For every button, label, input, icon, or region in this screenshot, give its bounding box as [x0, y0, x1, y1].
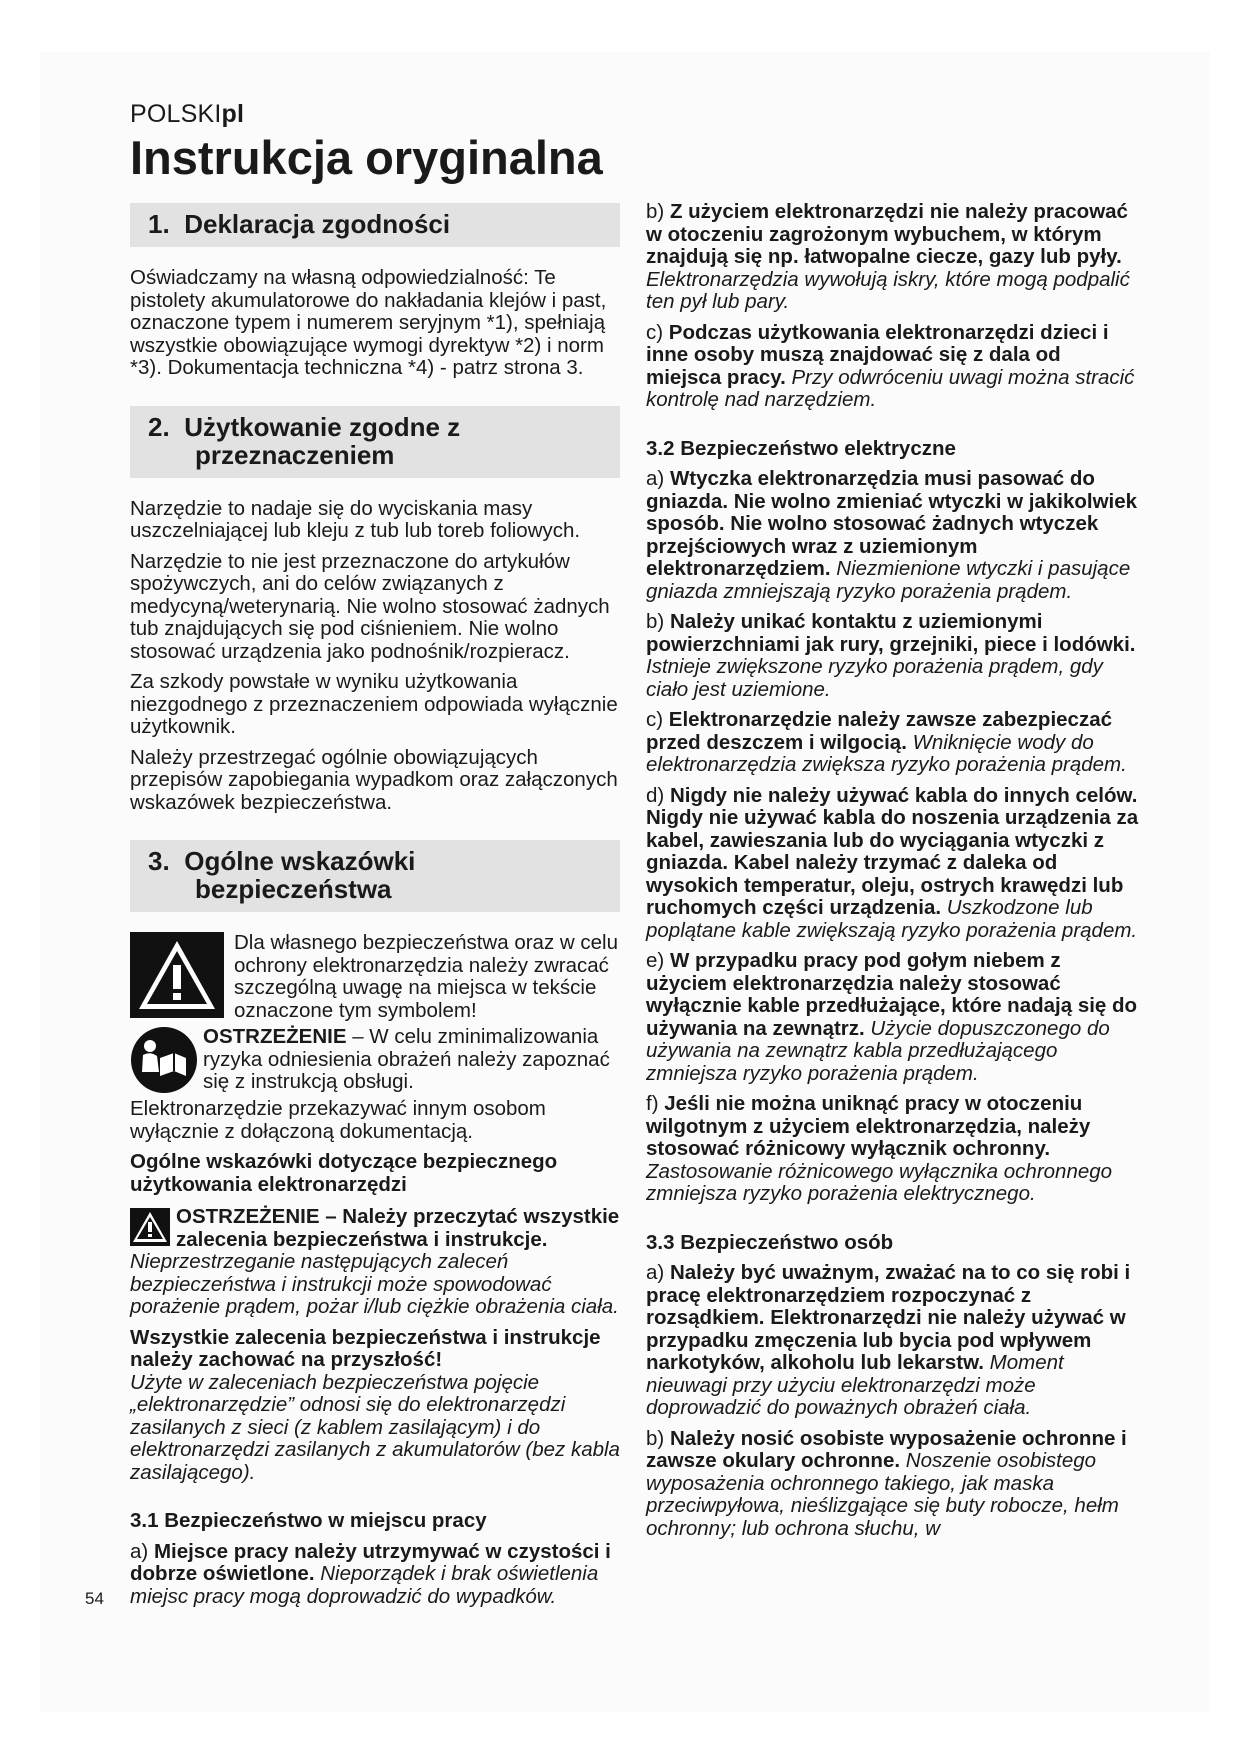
section-3-heading: 3. Ogólne wskazówki bezpieczeństwa [130, 840, 620, 912]
section-1-text: Oświadczamy na własną odpowiedzialność: Te pistolety akumulatorowe do nakładania klejów i past, oznaczone typem i numerem seryjnym *1), spełniają wszystkie obowiązujące wymogi dyrektyw *2) i norm *3). Dokumentacja techniczna *4) - patrz strona 3. [130, 266, 607, 379]
electrical-item-d: d) Nigdy nie należy używać kabla do innych celów. Nigdy nie używać kabla do noszenia urządzenia za kabel, zawieszania lub do wyciągania wtyczki z gniazda. Kabel należy trzymać z daleka od wysokich temperatur, oleju, ostrych krawędzi lub ruchomych części urządzenia. Uszkodzone lub poplątane kable zwiększają ryzyko porażenia prądem. [646, 783, 1139, 942]
page-number: 54 [85, 1589, 104, 1608]
electrical-item-c: c) Elektronarzędzie należy zawsze zabezpieczać przed deszczem i wilgocią. Wniknięcie wody do elektronarzędzia zwiększa ryzyko porażenia prądem. [646, 708, 1127, 776]
warning-triangle-icon [130, 1208, 170, 1246]
left-column [130, 203, 620, 1616]
section-2-paragraph: Narzędzie to nadaje się do wyciskania masy uszczelniającej lub kleju z tub lub toreb foliowych. [130, 496, 581, 542]
electrical-item-b: b) Należy unikać kontaktu z uziemionymi powierzchniami jak rury, grzejniki, piece i lodówki. Istnieje zwiększone ryzyko porażenia prądem, gdy ciało jest uziemione. [646, 610, 1136, 701]
general-safety-heading: Ogólne wskazówki dotyczące bezpiecznego użytkowania elektronarzędzi [130, 1150, 558, 1196]
read-manual-note [130, 1026, 620, 1094]
language-code: pl [221, 100, 245, 128]
personal-item-b: b) Należy nosić osobiste wyposażenie ochronne i zawsze okulary ochronne. Noszenie osobistego wyposażenia ochronnego takiego, jak maska przeciwpyłowa, nieślizgające się buty robocze, hełm ochronny; lub ochrona słuchu, w [646, 1426, 1127, 1540]
right-column [646, 201, 1140, 1548]
read-manual-icon [130, 1026, 198, 1094]
section-3-1-heading: 3.1 Bezpieczeństwo w miejscu pracy [130, 1509, 487, 1532]
read-warning-text: – W celu zminimalizowania ryzyka odniesienia obrażeń należy zapoznać się z instrukcją obsługi. [203, 1025, 610, 1093]
warning-symbol-note [130, 932, 620, 1022]
language-header [130, 100, 244, 129]
warning-symbol-text: Dla własnego bezpieczeństwa oraz w celu ochrony elektronarzędzia należy zwracać szczególną uwagę na miejsca w tekście oznaczone tym symbolem! [234, 931, 619, 1022]
language-name: POLSKI [130, 100, 222, 128]
personal-item-a: a) Należy być uważnym, zważać na to co się robi i pracę elektronarzędziem rozpoczynać z rozsądkiem. Elektronarzędzi nie należy używać w przypadku zmęczenia lub bycia pod wpływem narkotyków, alkoholu lub lekarstw. Moment nieuwagi przy użyciu elektronarzędzi może doprowadzić do poważnych obrażeń ciała. [646, 1261, 1131, 1419]
section-3-2-heading: 3.2 Bezpieczeństwo elektryczne [646, 436, 956, 460]
keep-instructions-text: Wszystkie zalecenia bezpieczeństwa i instrukcje należy zachować na przyszłość! [130, 1325, 601, 1371]
electrical-item-a: a) Wtyczka elektronarzędzia musi pasować do gniazda. Nie wolno zmieniać wtyczki w jakikolwiek sposób. Nie wolno stosować żadnych wtyczek przejściowych wraz z uziemionym elektronarzędziem. Niezmienione wtyczki i pasujące gniazda zmniejszają ryzyko porażenia prądem. [646, 467, 1138, 603]
read-all-warning: OSTRZEŻENIE – Należy przeczytać wszystkie zalecenia bezpieczeństwa i instrukcje. Nieprzestrzeganie następujących zaleceń bezpieczeństwa i instrukcji może spowodować porażenie prądem, pożar i/lub ciężkie obrażenia ciała. [130, 1205, 620, 1318]
workplace-item-c: c) Podczas użytkowania elektronarzędzi dzieci i inne osoby muszą znajdować się z dala od miejsca pracy. Przy odwróceniu uwagi można stracić kontrolę nad narzędziem. [646, 320, 1135, 411]
warning-triangle-icon [130, 932, 224, 1018]
section-2-paragraph: Narzędzie to nie jest przeznaczone do artykułów spożywczych, ani do celów związanych z medycyną/weterynarią. Nie wolno stosować żadnych tub znajdujących się pod ciśnieniem. Nie wolno stosować urządzenia jako podnośnik/rozpieracz. [130, 549, 610, 663]
section-2-paragraph: Za szkody powstałe w wyniku użytkowania niezgodnego z przeznaczeniem odpowiada wyłącznie użytkownik. [130, 670, 618, 738]
electrical-item-f: f) Jeśli nie można uniknąć pracy w otoczeniu wilgotnym z użyciem elektronarzędzia, należy stosować różnicowy wyłącznik ochronny. Zastosowanie różnicowego wyłącznika ochronnego zmniejsza ryzyko porażenia elektrycznego. [646, 1092, 1113, 1205]
read-warning-label: OSTRZEŻENIE [203, 1025, 347, 1048]
section-2-heading: 2. Użytkowanie zgodne z przeznaczeniem [130, 406, 620, 478]
workplace-item-a: a) Miejsce pracy należy utrzymywać w czystości i dobrze oświetlone. Nieporządek i brak oświetlenia miejsc pracy mogą doprowadzić do wypadków. [130, 1539, 611, 1608]
page-title: Instrukcja oryginalna [130, 131, 603, 184]
handover-text: Elektronarzędzie przekazywać innym osobom wyłącznie z dołączoną dokumentacją. [130, 1097, 546, 1143]
electrical-item-e: e) W przypadku pracy pod gołym niebem z użyciem elektronarzędzia należy stosować wyłącznie kable przedłużające, które nadają się do używania na zewnątrz. Użycie dopuszczonego do używania na zewnątrz kabla przedłużającego zmniejsza ryzyko porażenia prądem. [646, 949, 1138, 1085]
workplace-item-b: b) Z użyciem elektronarzędzi nie należy pracować w otoczeniu zagrożonym wybuchem, w którym znajdują się np. łatwopalne ciecze, gazy lub pyły. Elektronarzędzia wywołują iskry, które mogą podpalić ten pył lub pary. [646, 200, 1130, 313]
section-3-3-heading: 3.3 Bezpieczeństwo osób [646, 1230, 894, 1254]
section-2-paragraph: Należy przestrzegać ogólnie obowiązujących przepisów zapobiegania wypadkom oraz załączonych wskazówek bezpieczeństwa. [130, 745, 618, 814]
section-1-heading: 1. Deklaracja zgodności [130, 203, 620, 247]
power-tool-definition: Użyte w zaleceniach bezpieczeństwa pojęcie „elektronarzędzie” odnosi się do elektronarzędzi zasilanych z sieci (z kablem zasilającym) i do elektronarzędzi zasilanych z akumulatorów (bez kabla zasilającego). [130, 1370, 620, 1484]
